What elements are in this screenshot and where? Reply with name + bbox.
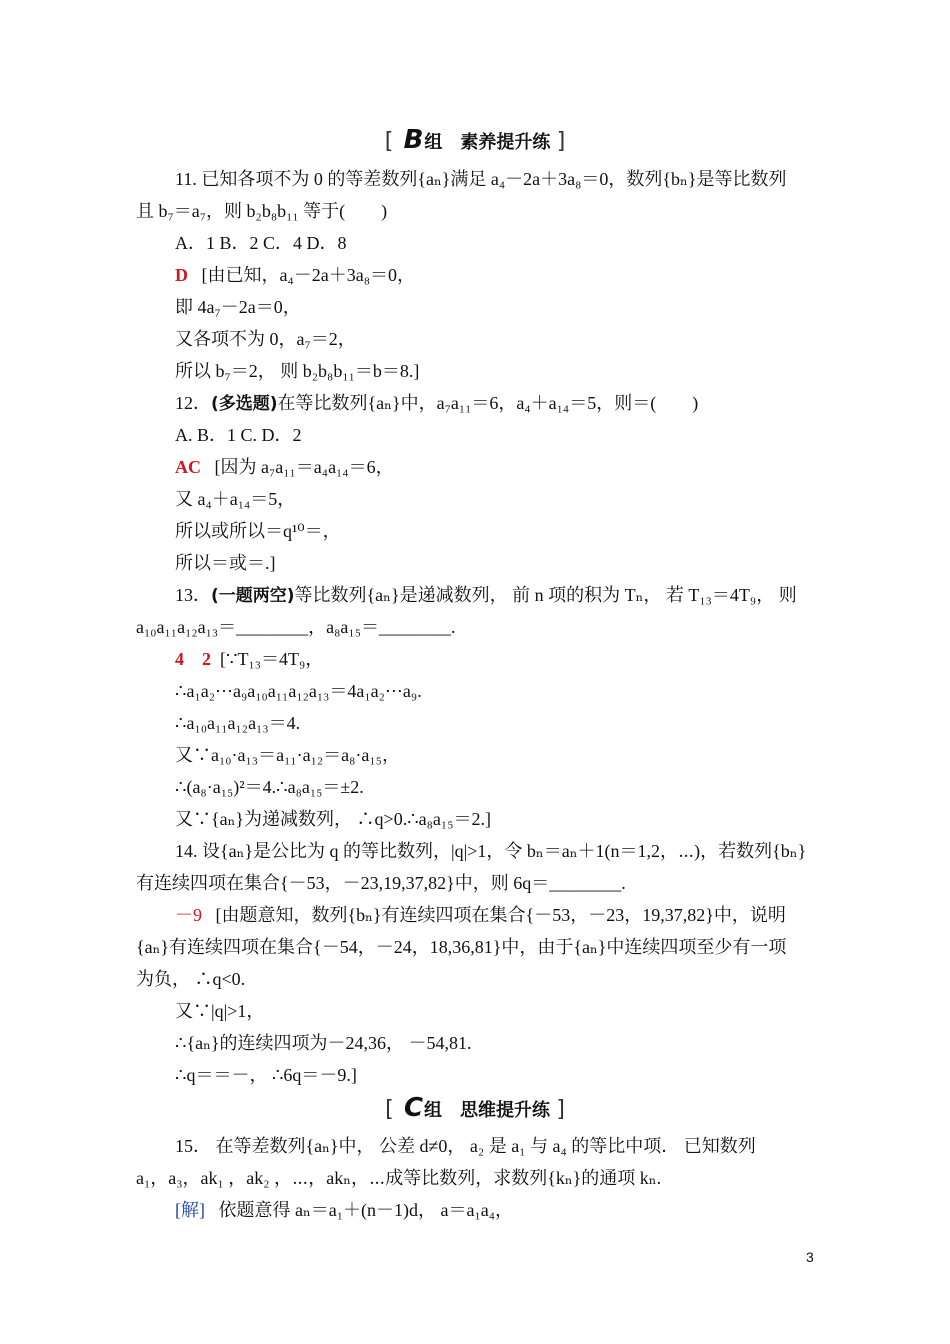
q12-answer: AC: [175, 457, 201, 477]
bracket-open: [: [384, 129, 394, 154]
q13-number: 13．: [175, 585, 211, 605]
q12-solution-3: 所以或所以＝q¹⁰＝，: [175, 521, 341, 541]
q15-line1: 15． 在等差数列{aₙ}中， 公差 d≠0， a₂ 是 a₁ 与 a₄ 的等比中项． 已知数列: [175, 1136, 756, 1156]
q12-number: 12．: [175, 393, 211, 413]
q13-solution-2: ∴a₁a₂⋯a₉a₁₀a₁₁a₁₂a₁₃＝4a₁a₂⋯a₉.: [175, 681, 422, 701]
section-c-label: C: [403, 1093, 423, 1123]
q11-solution-1: [175, 262, 415, 288]
q12-options: A. B．1 C. D．2: [175, 425, 302, 445]
q15-line2: a₁，a₃，ak₁ ，ak₂ ，⋯，akₙ，⋯成等比数列，求数列{kₙ}的通项 kₙ.: [136, 1168, 662, 1188]
q12-solution-2: 又 a₄＋a₁₄＝5，: [175, 489, 296, 509]
q14-solution-3: 为负， ∴q<0.: [136, 969, 246, 989]
q11-options: A．1 B．2 C．4 D．8: [175, 233, 347, 253]
q11-line1: 11. 已知各项不为 0 的等差数列{aₙ}满足 a₄－2a＋3a₈＝0，数列{bₙ}是等比数列: [175, 169, 787, 189]
page-number: 3: [806, 1249, 814, 1265]
q12-solution-4: 所以＝或＝.]: [175, 553, 276, 573]
bracket-open: [: [385, 1097, 394, 1122]
q12-line1: [175, 390, 698, 416]
q12-text: 在等比数列{aₙ}中，a₇a₁₁＝6，a₄＋a₁₄＝5，则＝( ): [277, 393, 699, 413]
q13-line1: [175, 582, 797, 608]
q13-solution-text: [∵T₁₃＝4T₉，: [220, 649, 324, 669]
q14-line2: 有连续四项在集合{－53，－23,19,37,82}中，则 6q＝________.: [136, 873, 626, 893]
q13-solution-5: ∴(a₈·a₁₅)²＝4.∴a₈a₁₅＝±2.: [175, 777, 364, 797]
q12-solution-text: [因为 a₇a₁₁＝a₄a₁₄＝6，: [214, 457, 394, 477]
q12-solution-1: [175, 454, 394, 480]
q14-solution-1: [175, 902, 786, 928]
q13-solution-1: [175, 646, 323, 672]
bracket-close: ]: [556, 129, 566, 154]
q14-solution-6: ∴q＝＝－， ∴6q＝－9.]: [175, 1065, 357, 1085]
section-b-title: 组 素养提升练: [424, 132, 551, 153]
q11-answer: D: [175, 265, 188, 285]
q13-tag: (一题两空): [211, 586, 295, 606]
q14-solution-2: {aₙ}有连续四项在集合{－54，－24，18,36,81}中，由于{aₙ}中连续四项至少有一项: [136, 937, 787, 957]
q11-solution-text: [由已知，a₄－2a＋3a₈＝0，: [201, 265, 416, 285]
q13-solution-3: ∴a₁₀a₁₁a₁₂a₁₃＝4.: [175, 713, 301, 733]
section-b-label: B: [403, 125, 423, 155]
section-c-title: 组 思维提升练: [424, 1100, 551, 1121]
bracket-close: ]: [556, 1097, 565, 1122]
q12-tag: (多选题): [211, 394, 278, 414]
section-c-heading: [0, 1093, 950, 1126]
q11-solution-4: 所以 b₇＝2， 则 b₂b₈b₁₁＝b＝8.]: [175, 361, 420, 381]
q13-text: 等比数列{aₙ}是递减数列， 前 n 项的积为 Tₙ， 若 T₁₃＝4T₉， 则: [294, 585, 797, 605]
q14-solution-text: [由题意知，数列{bₙ}有连续四项在集合{－53，－23，19,37,82}中，说明: [215, 905, 786, 925]
q15-solution-text: 依题意得 aₙ＝a₁＋(n－1)d， a＝a₁a₄，: [218, 1200, 514, 1220]
q14-line1: 14. 设{aₙ}是公比为 q 的等比数列，|q|>1，令 bₙ＝aₙ＋1(n＝1,2，⋯)，若数列{bₙ}: [175, 841, 807, 861]
q13-solution-4: 又∵a₁₀·a₁₃＝a₁₁·a₁₂＝a₈·a₁₅，: [175, 745, 400, 765]
q11-solution-3: 又各项不为 0，a₇＝2，: [175, 329, 356, 349]
q13-answer: 4 2: [175, 649, 211, 669]
q14-solution-4: 又∵|q|>1，: [175, 1001, 265, 1021]
q15-solution-1: [175, 1197, 513, 1223]
q14-solution-5: ∴{aₙ}的连续四项为－24,36， －54,81.: [175, 1033, 472, 1053]
q11-line2: 且 b₇＝a₇，则 b₂b₈b₁₁ 等于( ): [136, 201, 388, 221]
q13-solution-6: 又∵{aₙ}为递减数列， ∴q>0.∴a₈a₁₅＝2.]: [175, 809, 491, 829]
q14-answer: －9: [175, 905, 202, 925]
q11-solution-2: 即 4a₇－2a＝0，: [175, 297, 301, 317]
section-b-heading: [0, 125, 950, 158]
q13-line2: a₁₀a₁₁a₁₂a₁₃＝________，a₈a₁₅＝________.: [136, 617, 456, 637]
q15-jie-label: [解]: [175, 1200, 205, 1220]
